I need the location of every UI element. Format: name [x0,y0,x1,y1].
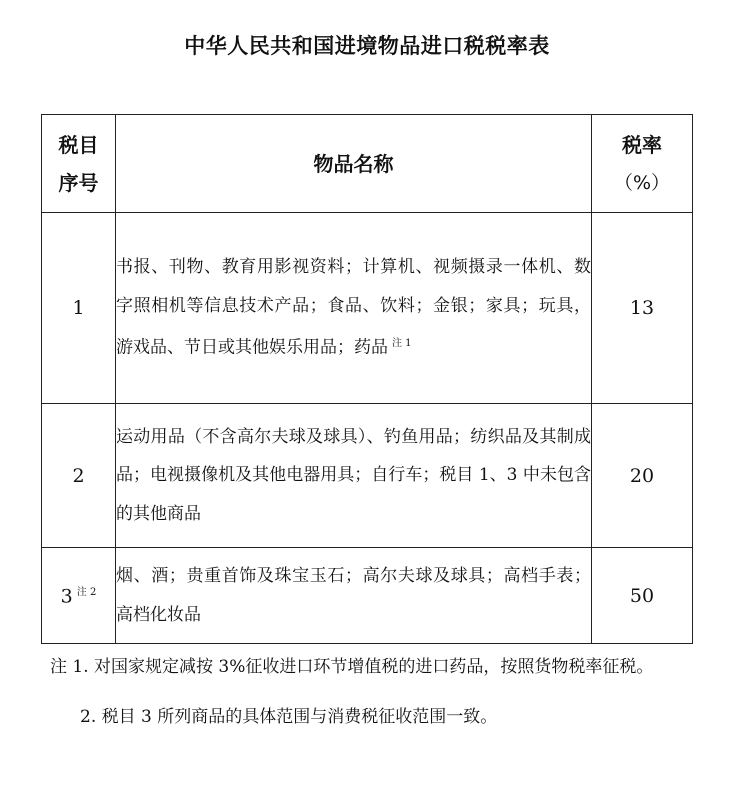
header-tax-rate [592,115,693,213]
row-number: 2 [72,464,85,487]
table-row [42,548,693,644]
footnotes [50,648,690,736]
row-number-cell [42,213,116,404]
tax-rate-table [41,114,693,644]
row-description-cell [116,548,592,644]
footnote-marker: 注 2 [76,587,97,599]
row-number: 3 [60,585,73,608]
header-item-name: 物品名称 [116,115,592,213]
footnote-marker: 注 1 [392,338,412,350]
row-description-cell [116,213,592,404]
page-title: 中华人民共和国进境物品进口税税率表 [184,34,550,58]
table-row [42,404,693,548]
row-number-cell [42,404,116,548]
row-number: 1 [72,297,85,319]
header-tax-rate-unit: （%） [613,171,671,194]
row-description-cell [116,404,592,548]
footnote-1: 注 1. 对国家规定减按 3%征收进口环节增值税的进口药品，按照货物税率征税。 [50,657,654,677]
row-number-cell [42,548,116,644]
header-item-number [42,115,116,213]
row-description: 运动用品（不含高尔夫球及球具）、钓鱼用品；纺织品及其制成品；电视摄像机及其他电器用具；自行车；税目 1、3 中未包含的其他商品 [116,426,591,524]
header-item-number-line2: 序号 [58,170,99,195]
row-rate: 13 [629,297,655,319]
footnote-2: 2. 税目 3 所列商品的具体范围与消费税征收范围一致。 [80,707,498,727]
row-rate-cell [592,548,693,644]
row-rate-cell [592,213,693,404]
row-description: 烟、酒；贵重首饰及珠宝玉石；高尔夫球及球具；高档手表；高档化妆品 [116,566,591,625]
row-rate-cell [592,404,693,548]
table-header-row [42,115,693,213]
row-rate: 20 [629,464,655,487]
header-tax-rate-line1: 税率 [622,132,662,157]
table-row [42,213,693,404]
row-rate: 50 [629,584,655,607]
header-item-number-line1: 税目 [58,132,99,157]
row-description: 书报、刊物、教育用影视资料；计算机、视频摄录一体机、数字照相机等信息技术产品；食品、饮料；金银；家具；玩具，游戏品、节日或其他娱乐用品；药品 [116,257,591,359]
